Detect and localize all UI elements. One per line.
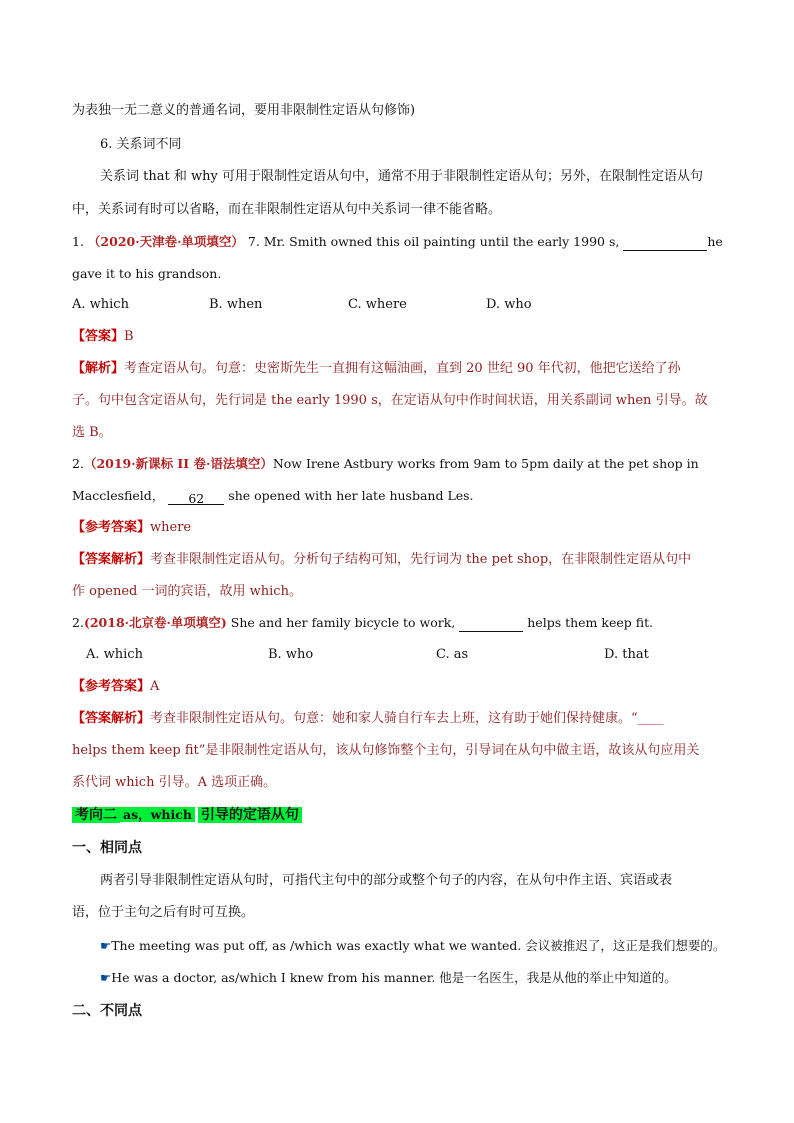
- explanation-line: 选 B。: [72, 425, 112, 440]
- answer-line: 【参考答案】where: [72, 520, 192, 535]
- answer-blank: [459, 617, 523, 632]
- question-1-stem-cont: gave it to his grandson.: [72, 266, 222, 281]
- option-d: D. who: [486, 297, 532, 312]
- text-line: 两者引导非限制性定语从句时，可指代主句中的部分或整个句子的内容，在从句中作主语、宾语或表: [100, 873, 673, 888]
- text-line: 语，位于主句之后有时可互换。: [72, 905, 255, 920]
- text-line: 中，关系词有时可以省略，而在非限制性定语从句中关系词一律不能省略。: [72, 202, 502, 217]
- text-line: 为表独一无二意义的普通名词，要用非限制性定语从句修饰): [72, 103, 416, 118]
- option-c: C. where: [348, 297, 407, 312]
- option-a: A. which: [72, 297, 129, 312]
- subheading-similarities: 一、相同点: [72, 840, 142, 856]
- answer-blank: [623, 236, 707, 251]
- question-1-stem: 1. （2020·天津卷·单项填空） 7. Mr. Smith owned this oil painting until the early 1990 s, he: [72, 234, 723, 249]
- option-d: D. that: [604, 647, 649, 662]
- explanation-line: 系代词 which 引导。A 选项正确。: [72, 775, 277, 790]
- question-2-stem-cont: Macclesfield， 62 she opened with her late husband Les.: [72, 488, 474, 506]
- point-heading: 6. 关系词不同: [100, 137, 182, 152]
- text-line: 关系词 that 和 why 可用于限制性定语从句中，通常不用于非限制性定语从句；另外，在限制性定语从句: [100, 169, 703, 184]
- option-a: A. which: [86, 647, 143, 662]
- answer-line: 【参考答案】A: [72, 679, 160, 694]
- question-3-stem: 2.(2018·北京卷·单项填空) She and her family bicycle to work, helps them keep fit.: [72, 615, 654, 630]
- question-source: (2018·北京卷·单项填空): [83, 615, 227, 630]
- question-source: （2019·新课标 II 卷·语法填空）: [83, 456, 273, 471]
- section-heading: 考向二 as，which 引导的定语从句: [72, 806, 302, 824]
- explanation-line: 【解析】考查定语从句。句意：史密斯先生一直拥有这幅油画，直到 20 世纪 90 年代初，他把它送给了孙: [72, 361, 681, 376]
- explanation-line: helps them keep fit”是非限制性定语从句，该从句修饰整个主句，引导词在从句中做主语，故该从句应用关: [72, 743, 700, 758]
- option-b: B. who: [268, 647, 314, 662]
- answer-line: 【答案】B: [72, 329, 134, 344]
- option-b: B. when: [209, 297, 263, 312]
- subheading-differences: 二、不同点: [72, 1003, 142, 1019]
- option-c: C. as: [436, 647, 469, 662]
- question-source: （2020·天津卷·单项填空）: [87, 234, 244, 249]
- pointing-hand-icon: ☛: [100, 938, 112, 953]
- answer-blank: 62: [168, 490, 224, 505]
- explanation-line: 【答案解析】考查非限制性定语从句。句意：她和家人骑自行车去上班，这有助于她们保持健康。“____: [72, 711, 664, 726]
- question-2-stem: 2.（2019·新课标 II 卷·语法填空）Now Irene Astbury works from 9am to 5pm daily at the pet shop in: [72, 456, 699, 471]
- explanation-line: 子。句中包含定语从句，先行词是 the early 1990 s，在定语从句中作时间状语，用关系副词 when 引导。故: [72, 393, 708, 408]
- explanation-line: 作 opened 一词的宾语，故用 which。: [72, 584, 302, 599]
- example-sentence: ☛The meeting was put off, as /which was exactly what we wanted. 会议被推迟了，这正是我们想要的。: [100, 938, 726, 953]
- explanation-line: 【答案解析】考查非限制性定语从句。分析句子结构可知，先行词为 the pet shop，在非限制性定语从句中: [72, 552, 692, 567]
- pointing-hand-icon: ☛: [100, 970, 112, 985]
- example-sentence: ☛He was a doctor, as/which I knew from his manner. 他是一名医生，我是从他的举止中知道的。: [100, 970, 677, 985]
